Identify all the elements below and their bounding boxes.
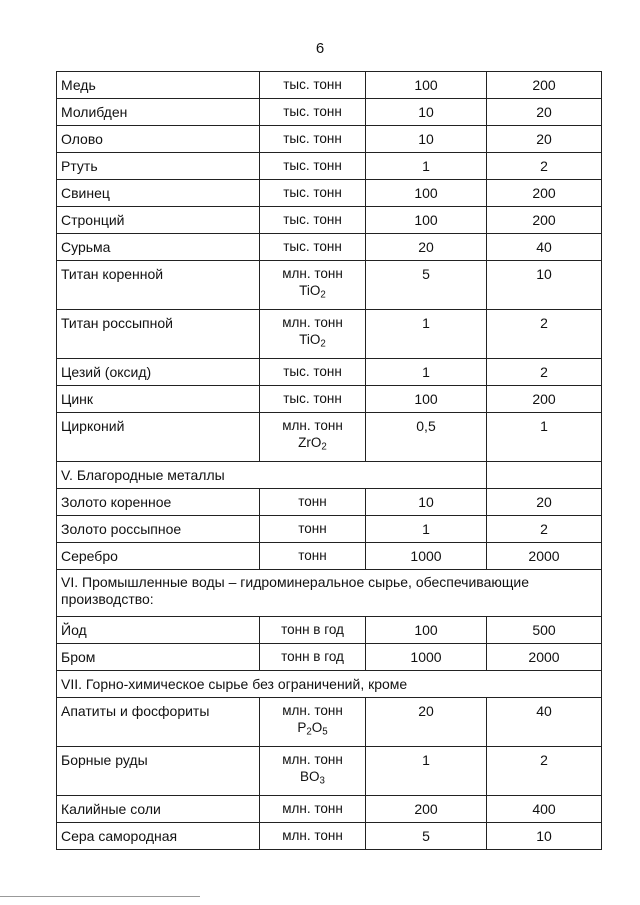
section-row bbox=[57, 462, 602, 489]
value-1: 1 bbox=[366, 359, 487, 386]
resource-name: Цирконий bbox=[57, 413, 260, 462]
unit-formula: O bbox=[311, 720, 323, 735]
resource-name: Цезий (оксид) bbox=[57, 359, 260, 386]
value-1: 5 bbox=[366, 261, 487, 310]
value-1: 1 bbox=[366, 516, 487, 543]
value-1: 0,5 bbox=[366, 413, 487, 462]
table-row bbox=[57, 234, 602, 261]
value-2: 200 bbox=[487, 386, 602, 413]
unit: тонн bbox=[260, 489, 366, 516]
value-2: 1 bbox=[487, 413, 602, 462]
value-1: 1000 bbox=[366, 543, 487, 570]
value-2: 2000 bbox=[487, 644, 602, 671]
table-row bbox=[57, 310, 602, 359]
unit-subscript: 2 bbox=[320, 338, 326, 350]
value-1: 1000 bbox=[366, 644, 487, 671]
unit-subscript: 2 bbox=[320, 289, 326, 301]
table-row bbox=[57, 99, 602, 126]
table-row bbox=[57, 617, 602, 644]
unit-subscript: 2 bbox=[321, 441, 327, 453]
table-row bbox=[57, 796, 602, 823]
table-row bbox=[57, 543, 602, 570]
unit: тыс. тонн bbox=[260, 234, 366, 261]
value-1: 20 bbox=[366, 698, 487, 747]
page-number: 6 bbox=[315, 40, 325, 57]
unit bbox=[260, 261, 366, 310]
resource-name: Бром bbox=[57, 644, 260, 671]
value-1: 1 bbox=[366, 747, 487, 796]
table-row bbox=[57, 180, 602, 207]
value-2: 20 bbox=[487, 126, 602, 153]
resource-name: Цинк bbox=[57, 386, 260, 413]
value-2: 2 bbox=[487, 516, 602, 543]
value-1: 100 bbox=[366, 386, 487, 413]
section-title: VI. Промышленные воды – гидроминеральное сырье, обеспечивающие производство: bbox=[57, 570, 602, 617]
unit: млн. тонн bbox=[260, 796, 366, 823]
unit: тонн в год bbox=[260, 644, 366, 671]
unit-formula: P bbox=[297, 720, 307, 735]
unit: тыс. тонн bbox=[260, 359, 366, 386]
value-1: 5 bbox=[366, 823, 487, 850]
value-2: 200 bbox=[487, 207, 602, 234]
table-row bbox=[57, 126, 602, 153]
unit bbox=[260, 310, 366, 359]
value-2: 2000 bbox=[487, 543, 602, 570]
value-1: 100 bbox=[366, 207, 487, 234]
table-row bbox=[57, 698, 602, 747]
table-row bbox=[57, 207, 602, 234]
unit-formula: TiO bbox=[299, 332, 321, 347]
unit: тонн bbox=[260, 543, 366, 570]
resource-name: Молибден bbox=[57, 99, 260, 126]
value-2: 2 bbox=[487, 747, 602, 796]
resource-name: Медь bbox=[57, 72, 260, 99]
unit: тыс. тонн bbox=[260, 207, 366, 234]
value-1: 100 bbox=[366, 180, 487, 207]
resource-name: Апатиты и фосфориты bbox=[57, 698, 260, 747]
resource-name: Калийные соли bbox=[57, 796, 260, 823]
resource-name: Золото коренное bbox=[57, 489, 260, 516]
resource-name: Золото россыпное bbox=[57, 516, 260, 543]
table-row bbox=[57, 359, 602, 386]
value-2: 500 bbox=[487, 617, 602, 644]
value-2: 400 bbox=[487, 796, 602, 823]
unit: тыс. тонн bbox=[260, 386, 366, 413]
value-1: 10 bbox=[366, 489, 487, 516]
value-1: 10 bbox=[366, 99, 487, 126]
table-row bbox=[57, 261, 602, 310]
value-1: 1 bbox=[366, 310, 487, 359]
unit-subscript: 5 bbox=[322, 726, 328, 738]
value-1: 200 bbox=[366, 796, 487, 823]
resource-name: Ртуть bbox=[57, 153, 260, 180]
unit bbox=[260, 698, 366, 747]
unit: тыс. тонн bbox=[260, 126, 366, 153]
value-1: 20 bbox=[366, 234, 487, 261]
table-row bbox=[57, 747, 602, 796]
value-2: 40 bbox=[487, 234, 602, 261]
unit bbox=[260, 747, 366, 796]
table-row bbox=[57, 823, 602, 850]
section-row bbox=[57, 570, 602, 617]
unit: млн. тонн bbox=[260, 823, 366, 850]
unit: тыс. тонн bbox=[260, 72, 366, 99]
resource-name: Стронций bbox=[57, 207, 260, 234]
section-title: VII. Горно-химическое сырье без ограничений, кроме bbox=[57, 671, 602, 698]
table-row bbox=[57, 386, 602, 413]
unit-formula: ZrO bbox=[298, 435, 322, 450]
table-row bbox=[57, 72, 602, 99]
resource-name: Сурьма bbox=[57, 234, 260, 261]
unit: тыс. тонн bbox=[260, 99, 366, 126]
resources-table bbox=[56, 71, 602, 850]
value-2: 200 bbox=[487, 180, 602, 207]
table-row bbox=[57, 153, 602, 180]
unit-text: млн. тонн bbox=[282, 752, 343, 767]
value-2: 2 bbox=[487, 153, 602, 180]
table-row bbox=[57, 413, 602, 462]
resource-name: Титан россыпной bbox=[57, 310, 260, 359]
value-2: 2 bbox=[487, 310, 602, 359]
unit-formula: TiO bbox=[299, 283, 321, 298]
value-2: 2 bbox=[487, 359, 602, 386]
unit: тыс. тонн bbox=[260, 153, 366, 180]
unit-text: млн. тонн bbox=[282, 703, 343, 718]
unit-text: млн. тонн bbox=[282, 418, 343, 433]
table-row bbox=[57, 489, 602, 516]
unit-text: млн. тонн bbox=[282, 266, 343, 281]
unit-subscript: 2 bbox=[306, 726, 312, 738]
value-1: 10 bbox=[366, 126, 487, 153]
value-1: 1 bbox=[366, 153, 487, 180]
footer-divider bbox=[0, 896, 200, 897]
empty-cell bbox=[487, 462, 602, 489]
resource-name: Сера самородная bbox=[57, 823, 260, 850]
value-2: 10 bbox=[487, 261, 602, 310]
value-1: 100 bbox=[366, 72, 487, 99]
unit: тыс. тонн bbox=[260, 180, 366, 207]
value-2: 20 bbox=[487, 99, 602, 126]
value-1: 100 bbox=[366, 617, 487, 644]
resource-name: Титан коренной bbox=[57, 261, 260, 310]
value-2: 10 bbox=[487, 823, 602, 850]
resource-name: Свинец bbox=[57, 180, 260, 207]
unit-subscript: 3 bbox=[319, 775, 325, 787]
resource-name: Йод bbox=[57, 617, 260, 644]
table-row bbox=[57, 644, 602, 671]
value-2: 20 bbox=[487, 489, 602, 516]
section-title: V. Благородные металлы bbox=[57, 462, 487, 489]
value-2: 200 bbox=[487, 72, 602, 99]
resource-name: Серебро bbox=[57, 543, 260, 570]
resource-name: Борные руды bbox=[57, 747, 260, 796]
unit: тонн bbox=[260, 516, 366, 543]
unit bbox=[260, 413, 366, 462]
unit-text: млн. тонн bbox=[282, 315, 343, 330]
unit-formula: BO bbox=[300, 769, 320, 784]
table-row bbox=[57, 516, 602, 543]
resource-name: Олово bbox=[57, 126, 260, 153]
unit: тонн в год bbox=[260, 617, 366, 644]
section-row bbox=[57, 671, 602, 698]
value-2: 40 bbox=[487, 698, 602, 747]
